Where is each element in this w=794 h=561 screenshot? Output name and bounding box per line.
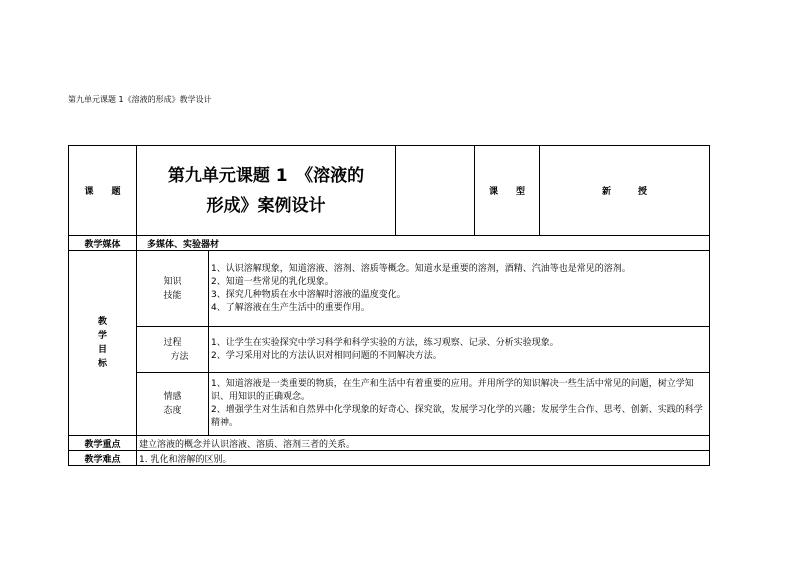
difficulty-value: 1. 乳化和溶解的区别。: [137, 451, 710, 466]
difficulty-label: 教学难点: [69, 451, 137, 466]
attitude-label-line-2: 态度: [163, 406, 182, 416]
topic-row: [69, 146, 710, 236]
spacer-cell: [396, 146, 475, 236]
goals-label-char-2: 学: [97, 331, 107, 341]
media-row: [69, 236, 710, 251]
media-value: 多媒体、实验器材: [137, 236, 710, 251]
goal-row-process: [69, 327, 710, 373]
lesson-title: [137, 146, 396, 236]
knowledge-goal-1: 1、认识溶解现象，知道溶液、溶剂、溶质等概念。知道水是重要的溶剂，酒精、汽油等也是常见的溶剂。: [211, 263, 631, 274]
process-goals: [209, 327, 710, 373]
knowledge-label-line-1: 知识: [163, 276, 182, 287]
process-label: [137, 327, 209, 373]
knowledge-label-line-2: 技能: [163, 290, 182, 301]
process-goal-2: 2、学习采用对比的方法认识对相同问题的不同解决方法。: [211, 350, 442, 361]
attitude-goal-2: 2、增强学生对生活和自然界中化学现象的好奇心、探究欲，发展学习化学的兴趣；发展学生合作、思考、创新、实践的科学精神。: [211, 405, 703, 428]
goals-label-char-3: 目: [97, 345, 107, 355]
type-value: 新 授: [540, 146, 710, 236]
attitude-goal-1: 1、知道溶液是一类重要的物质，在生产和生活中有着重要的应用。并用所学的知识解决一些生活中常见的问题，树立学知识、用知识的正确观念。: [211, 379, 694, 402]
knowledge-goal-3: 3、探究几种物质在水中溶解时溶液的温度变化。: [211, 289, 406, 300]
key-point-value: 建立溶液的概念并认识溶液、溶质、溶剂三者的关系。: [137, 436, 710, 451]
key-point-label: 教学重点: [69, 436, 137, 451]
knowledge-goal-4: 4、了解溶液在生产生活中的重要作用。: [211, 302, 370, 313]
goals-label-char-1: 教: [97, 317, 107, 327]
media-label: 教学媒体: [69, 236, 137, 251]
lesson-plan-table: [68, 145, 710, 466]
process-goal-1: 1、让学生在实验探究中学习科学和科学实验的方法，练习观察、记录、分析实验现象。: [211, 337, 559, 348]
type-label: 课 型: [475, 146, 540, 236]
knowledge-label: [137, 251, 209, 327]
process-label-line-2: 方法: [170, 351, 189, 362]
goals-label: [69, 251, 137, 436]
topic-label: 课 题: [69, 146, 137, 236]
goal-row-knowledge: [69, 251, 710, 327]
goal-row-attitude: [69, 373, 710, 436]
process-label-line-1: 过程: [163, 337, 182, 348]
key-point-row: [69, 436, 710, 451]
knowledge-goal-2: 2、知道一些常见的乳化现象。: [211, 276, 334, 287]
lesson-title-line-2: 形成》案例设计: [206, 195, 326, 216]
attitude-label: [137, 373, 209, 436]
knowledge-goals: [209, 251, 710, 327]
page-header: 第九单元课题 1《溶液的形成》教学设计: [68, 95, 212, 104]
lesson-title-line-1: 第九单元课题 1 《溶液的: [167, 165, 365, 186]
attitude-goals: [209, 373, 710, 436]
goals-label-char-4: 标: [97, 359, 107, 369]
difficulty-row: [69, 451, 710, 466]
attitude-label-line-1: 情感: [163, 392, 182, 402]
